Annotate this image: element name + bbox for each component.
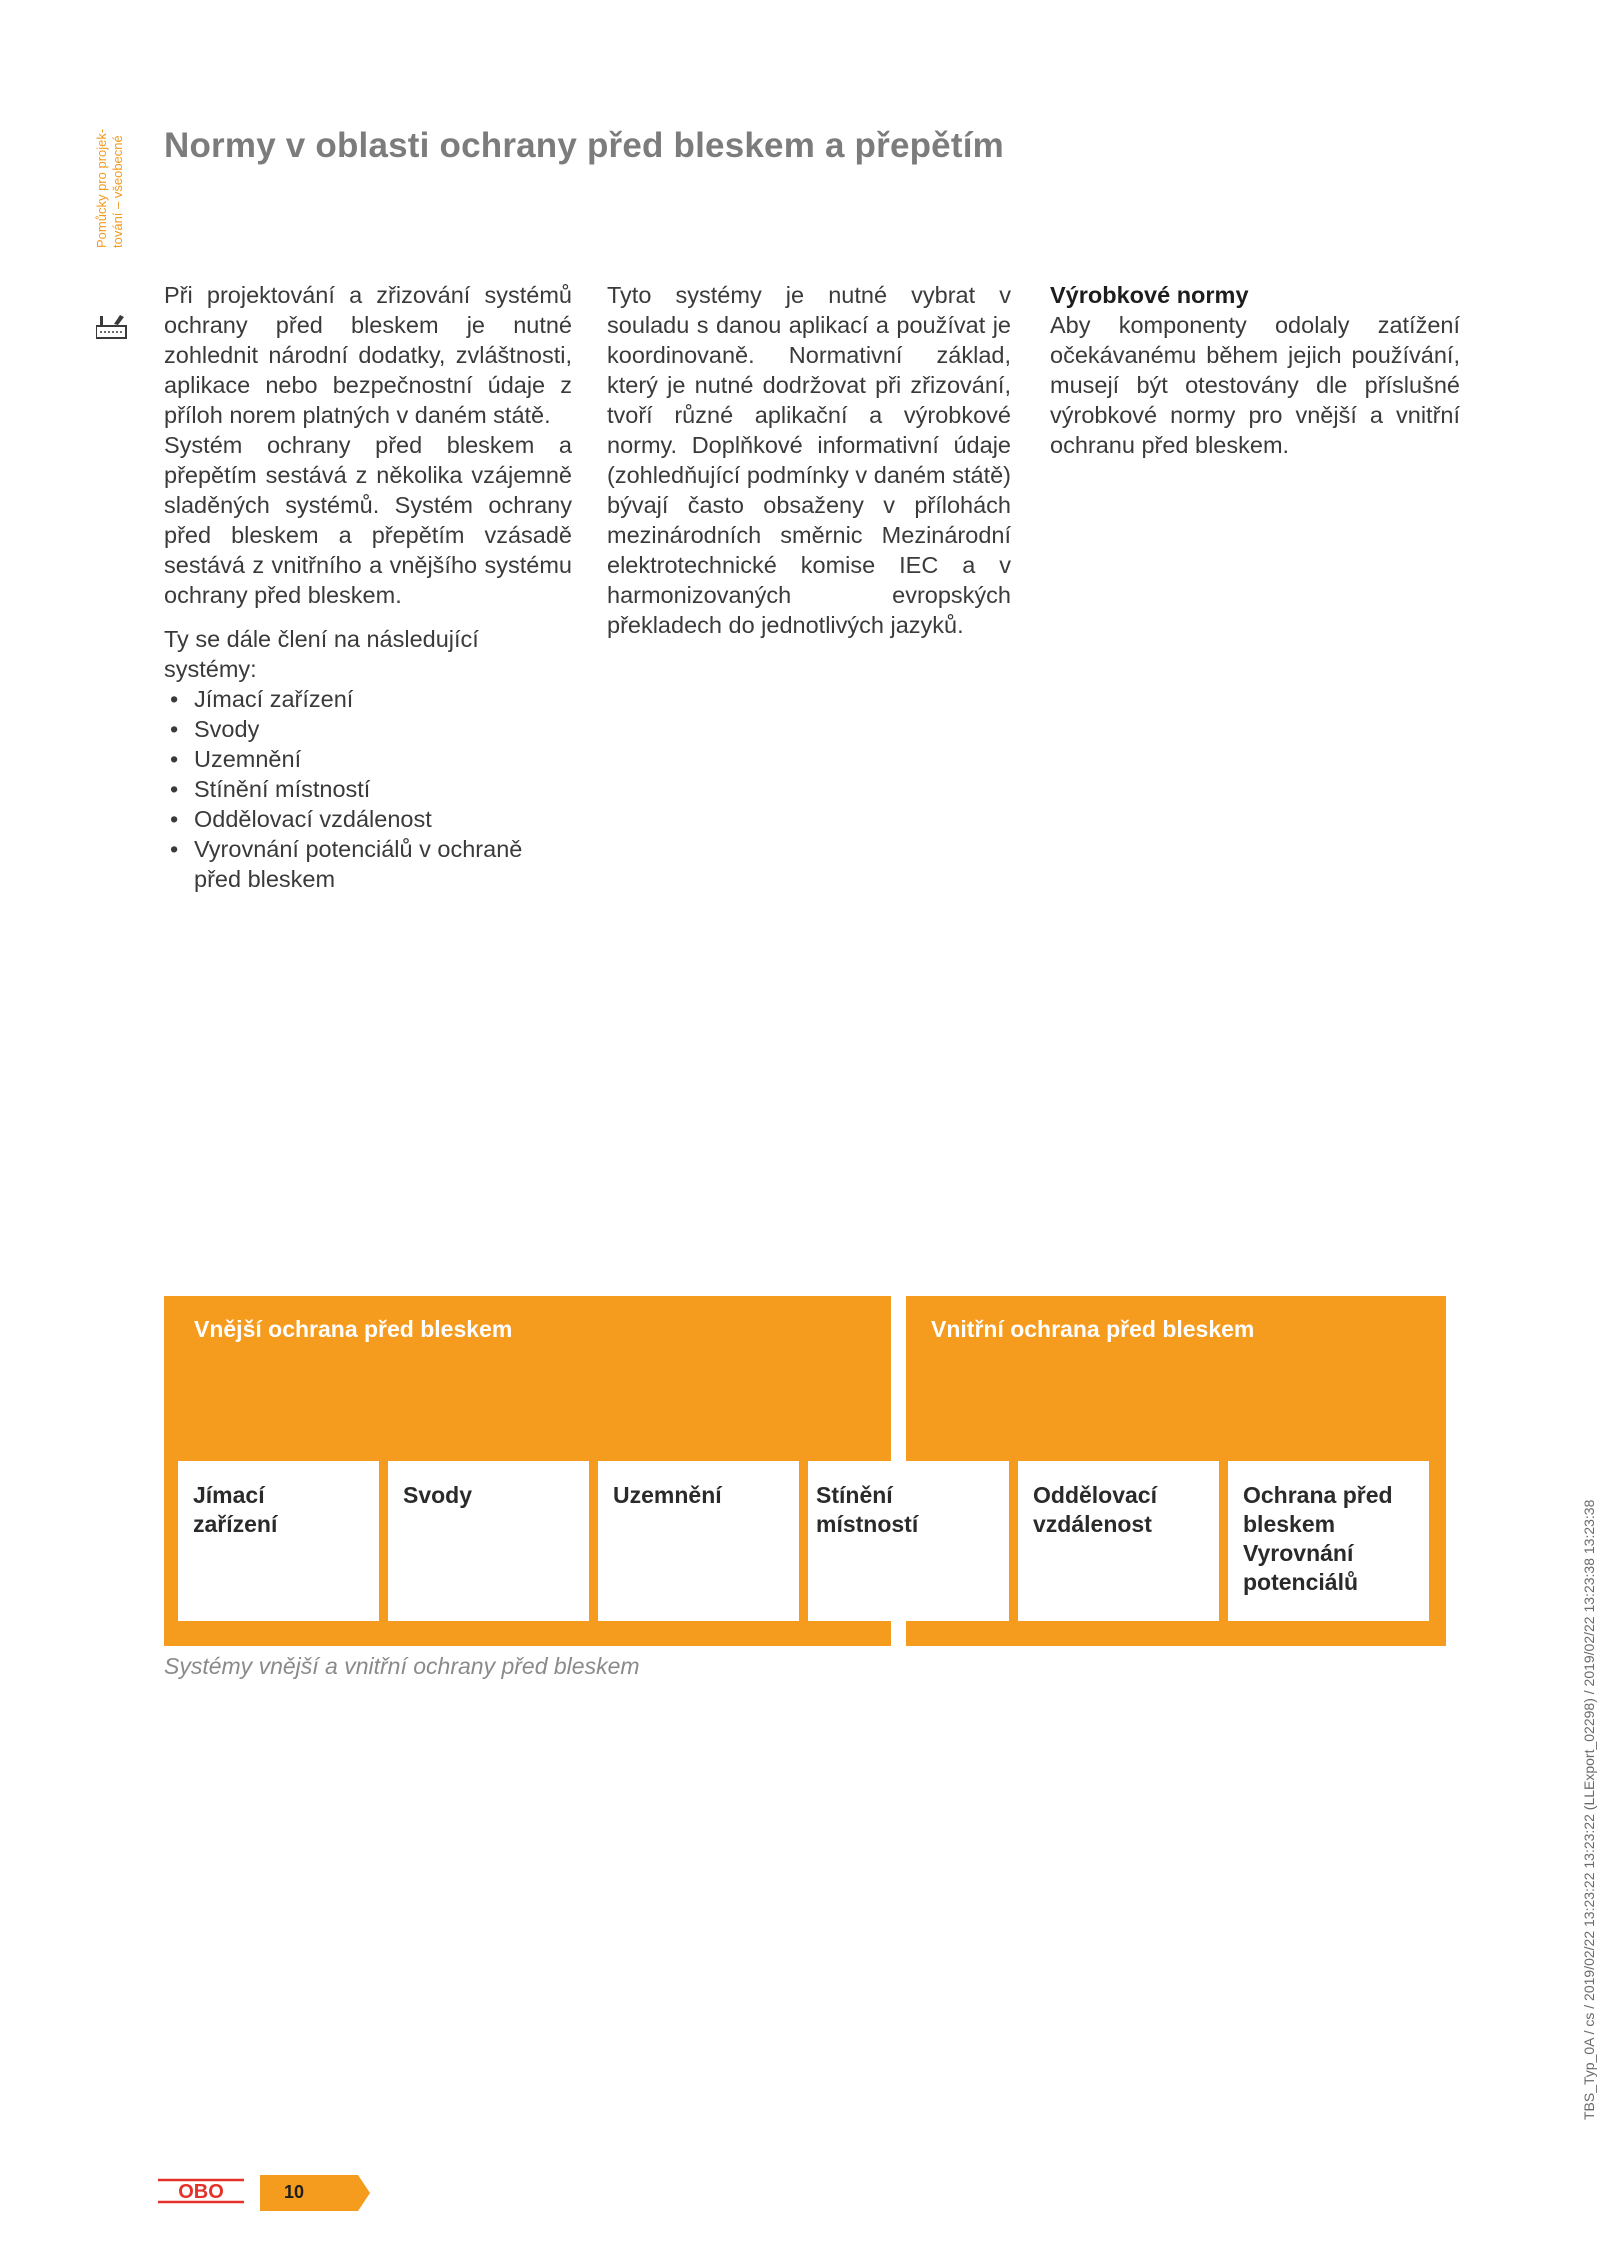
list-item: • Uzemnění <box>164 744 572 774</box>
page-title: Normy v oblasti ochrany před bleskem a přepětím <box>164 126 1004 165</box>
system-box-label: Svody <box>403 1482 473 1508</box>
bullet-list <box>164 684 572 894</box>
protection-systems-diagram <box>164 1296 1446 1646</box>
paragraph: Při projektování a zřizování systémů ochrany před bleskem je nutné zohlednit národní dodatky, zvláštnosti, aplikace nebo bezpečnostní údaje z příloh norem platných v daném státě. <box>164 282 572 428</box>
paragraph: Ty se dále člení na následující systémy: <box>164 626 479 682</box>
paragraph: Systém ochrany před bleskem a přepětím sestává z několika vzájemně sladěných systémů. Systém ochrany před bleskem a přepětím vzásadě sestává z vnitřního a vnějšího systému ochrany před bleskem. <box>164 432 572 608</box>
section-heading: Výrobkové normy <box>1050 282 1249 308</box>
paragraph: Aby komponenty odolaly zatížení očekávanému během jejich používání, musejí být otestovány dle příslušné výrobkové normy pro vnější a vnitřní ochranu před bleskem. <box>1050 312 1460 458</box>
text-column-1 <box>164 280 572 894</box>
system-box-label: Jímací zařízení <box>193 1482 278 1537</box>
system-box <box>178 1461 379 1621</box>
page-number: 10 <box>284 2182 305 2202</box>
external-protection-header: Vnější ochrana před bleskem <box>194 1316 513 1342</box>
system-box <box>598 1461 799 1621</box>
text-column-3 <box>1050 280 1460 460</box>
tools-icon <box>96 312 128 340</box>
system-box <box>388 1461 589 1621</box>
text-column-2 <box>607 280 1011 640</box>
system-box <box>808 1461 1009 1621</box>
sidebar-label-line1: Pomůcky pro projek- <box>94 128 109 248</box>
system-box-label: Ochrana před bleskem Vyrovnání potenciálů <box>1243 1482 1393 1595</box>
list-item: • Jímací zařízení <box>164 684 572 714</box>
diagram-caption: Systémy vnější a vnitřní ochrany před bleskem <box>164 1653 640 1679</box>
system-box-label: Stínění místností <box>816 1482 919 1537</box>
list-item: • Vyrovnání potenciálů v ochraně před bleskem <box>164 834 572 894</box>
list-item: • Oddělovací vzdálenost <box>164 804 572 834</box>
system-box-label: Oddělovací vzdálenost <box>1033 1482 1157 1537</box>
sidebar-label-line2: tování – všeobecné <box>110 135 125 248</box>
system-box <box>1018 1461 1219 1621</box>
svg-text:OBO: OBO <box>178 2181 224 2203</box>
internal-protection-header: Vnitřní ochrana před bleskem <box>931 1316 1255 1342</box>
paragraph: Tyto systémy je nutné vybrat v souladu s danou aplikací a používat je koordinovaně. Normativní základ, který je nutné dodržovat při zřizování, tvoří různé aplikační a výrobkové normy. Doplňkové informativní údaje (zohledňující podmínky v daném státě) bývají často obsaženy v přílohách mezinárodních směrnic Mezinárodní elektrotechnické komise IEC a v harmonizovaných evropských překladech do jednotlivých jazyků. <box>607 282 1011 638</box>
list-item: • Svody <box>164 714 572 744</box>
page-number-tab <box>260 2175 370 2211</box>
obo-logo <box>158 2178 244 2204</box>
list-item: • Stínění místností <box>164 774 572 804</box>
system-box-label: Uzemnění <box>613 1482 722 1508</box>
document-metadata: TBS_Typ_0A / cs / 2019/02/22 13:23:22 13:23:22 (LLExport_02298) / 2019/02/22 13:23:38 13:23:38 <box>1581 1499 1597 2120</box>
divider-gap <box>891 1296 906 1461</box>
system-box <box>1228 1461 1429 1621</box>
sidebar-section-label <box>94 98 126 248</box>
